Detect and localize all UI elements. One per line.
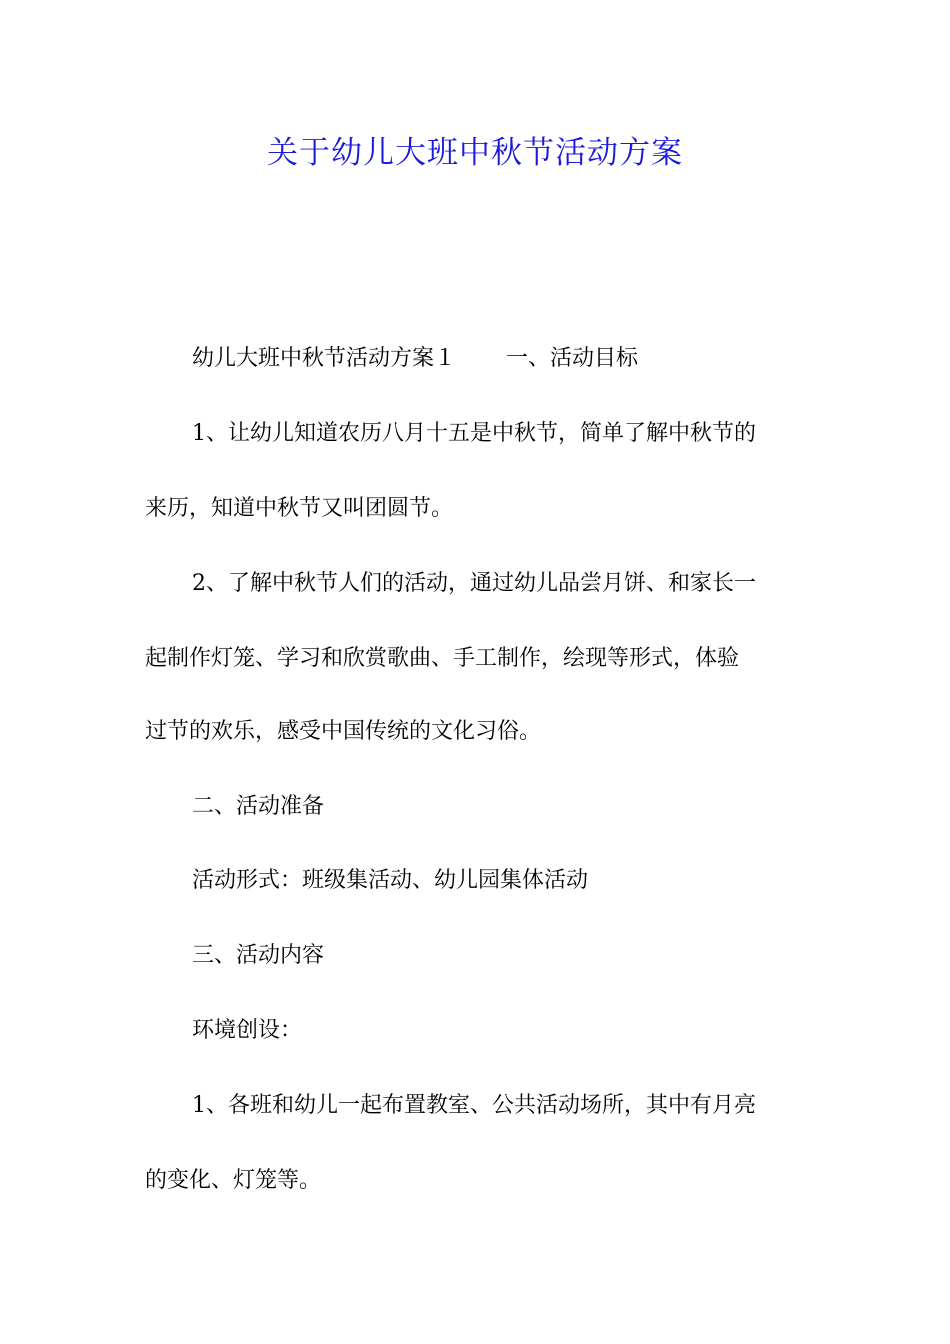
paragraph-line: 过节的欢乐，感受中国传统的文化习俗。 (145, 719, 542, 744)
paragraph-line: 起制作灯笼、学习和欣赏歌曲、手工制作，绘现等形式，体验 (145, 646, 740, 671)
section-heading-content: 三、活动内容 (192, 943, 325, 968)
document-title: 关于幼儿大班中秋节活动方案 (267, 135, 683, 171)
section-heading-goals: 一、活动目标 (506, 346, 639, 371)
paragraph-line: 1、各班和幼儿一起布置教室、公共活动场所，其中有月亮 (192, 1093, 756, 1118)
paragraph-line: 的变化、灯笼等。 (145, 1168, 322, 1193)
paragraph-line: 环境创设： (192, 1018, 303, 1043)
plan-heading: 幼儿大班中秋节活动方案１ (192, 346, 457, 371)
paragraph-line: 活动形式：班级集活动、幼儿园集体活动 (192, 868, 589, 893)
section-heading-preparation: 二、活动准备 (192, 794, 325, 819)
paragraph-line: 来历，知道中秋节又叫团圆节。 (145, 496, 454, 521)
paragraph-line: 1、让幼儿知道农历八月十五是中秋节，简单了解中秋节的 (192, 421, 756, 446)
paragraph-line: 2、了解中秋节人们的活动，通过幼儿品尝月饼、和家长一 (192, 571, 756, 596)
paragraph-line (192, 343, 810, 375)
